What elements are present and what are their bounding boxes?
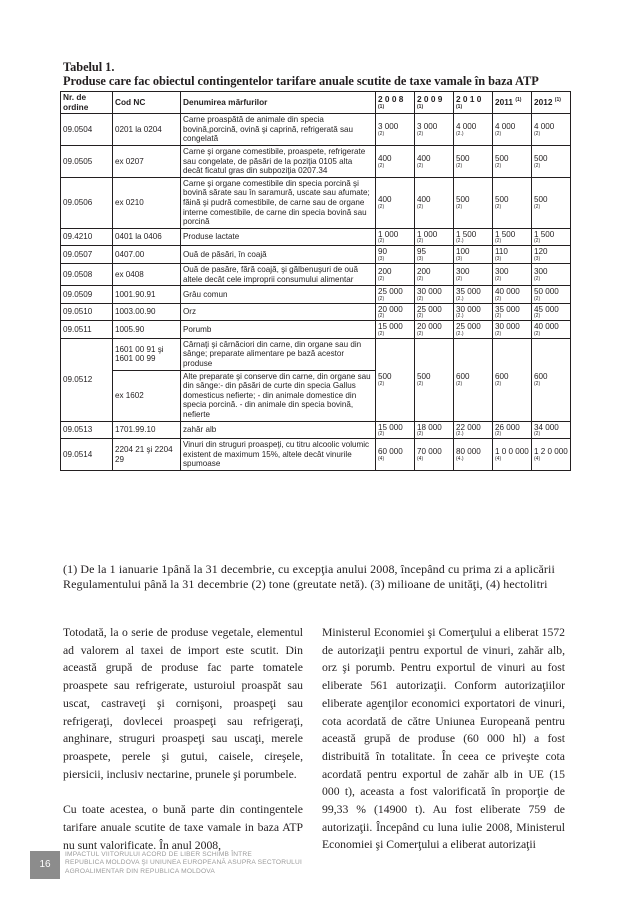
quota-value: 500 xyxy=(495,195,509,205)
cell-denumire: zahăr alb xyxy=(181,421,376,439)
quota-value: 30 000 xyxy=(456,304,481,314)
quota-unit-note: (2) xyxy=(456,381,463,388)
value-cell xyxy=(493,246,532,264)
value-cell xyxy=(415,421,454,439)
cell-cod-nc: ex 0210 xyxy=(113,177,181,228)
quota-unit-note: (2) xyxy=(378,381,385,388)
quota-value: 1 000 xyxy=(417,229,438,239)
value-cell xyxy=(493,114,532,146)
quota-unit-note: (2.) xyxy=(456,238,464,245)
quota-value: 25 000 xyxy=(417,304,442,314)
value-cell xyxy=(532,286,571,304)
value-cell xyxy=(493,303,532,321)
value-cell xyxy=(454,114,493,146)
header-denumire: Denumirea mărfurilor xyxy=(181,92,376,114)
quota-unit-note: (2) xyxy=(417,275,424,282)
cell-denumire: Orz xyxy=(181,303,376,321)
quota-value: 30 000 xyxy=(417,287,442,297)
text-column-right xyxy=(322,624,565,872)
value-cell xyxy=(532,145,571,177)
quota-unit-note: (2.) xyxy=(456,313,464,320)
value-cell xyxy=(454,246,493,264)
quota-value: 26 000 xyxy=(495,422,520,432)
value-cell xyxy=(493,145,532,177)
cell-nr: 09.0509 xyxy=(61,286,113,304)
value-cell xyxy=(493,439,532,471)
quota-unit-note: (2) xyxy=(378,275,385,282)
value-cell xyxy=(493,338,532,421)
quota-unit-note: (2) xyxy=(456,204,463,211)
quota-unit-note: (4) xyxy=(495,455,502,462)
value-cell xyxy=(454,263,493,285)
quota-value: 15 000 xyxy=(378,422,403,432)
quota-value: 3 000 xyxy=(417,122,438,132)
quota-unit-note: (2) xyxy=(417,330,424,337)
cell-cod-nc: 1701.99.10 xyxy=(113,421,181,439)
quota-unit-note: (2) xyxy=(456,162,463,169)
quota-value: 600 xyxy=(534,372,548,382)
quota-value: 25 000 xyxy=(378,287,403,297)
quota-value: 4 000 xyxy=(534,122,555,132)
quota-value: 1 2 0 000 xyxy=(534,447,568,457)
cell-denumire: Ouă de pasăre, fără coajă, şi gălbenuşuri de ouă altele decât cele improprii consumului alimentar xyxy=(181,263,376,285)
value-cell xyxy=(376,286,415,304)
value-cell xyxy=(376,321,415,339)
quota-value: 50 000 xyxy=(534,287,559,297)
value-cell xyxy=(454,421,493,439)
quota-unit-note: (2) xyxy=(378,313,385,320)
table-row xyxy=(61,263,571,285)
value-cell xyxy=(454,321,493,339)
quota-unit-note: (4) xyxy=(378,455,385,462)
quota-unit-note: (2.) xyxy=(456,130,464,137)
table-footnotes: (1) De la 1 ianuarie 1până la 31 decembrie, cu excepţia anului 2008, începând cu prima zi a aplicării Regulamentului până la 31 decembrie (2) tone (greutate netă). (3) milioane de unităţi, (4) hectolitri xyxy=(63,562,555,591)
quota-value: 35 000 xyxy=(495,304,520,314)
header-2008: 2 0 0 8 (1) xyxy=(376,92,415,114)
quota-value: 200 xyxy=(417,267,431,277)
quota-unit-note: (2) xyxy=(495,330,502,337)
quota-unit-note: (2) xyxy=(495,381,502,388)
quota-unit-note: (3) xyxy=(534,255,541,262)
header-2012: 2012 $^{(1)}$ xyxy=(532,92,571,114)
quota-unit-note: (2) xyxy=(534,162,541,169)
table-row xyxy=(61,145,571,177)
table-row xyxy=(61,286,571,304)
quota-value: 60 000 xyxy=(378,447,403,457)
quota-value: 300 xyxy=(534,267,548,277)
text-column-left xyxy=(63,624,303,872)
quota-value: 1 500 xyxy=(534,229,555,239)
quota-value: 400 xyxy=(378,154,392,164)
quota-unit-note: (2) xyxy=(378,330,385,337)
quota-table-wrapper xyxy=(60,91,570,471)
cell-cod-nc: ex 0408 xyxy=(113,263,181,285)
cell-cod-nc: 2204 21 şi 2204 29 xyxy=(113,439,181,471)
cell-nr: 09.0507 xyxy=(61,246,113,264)
quota-unit-note: (2) xyxy=(417,162,424,169)
value-cell xyxy=(415,114,454,146)
quota-unit-note: (2) xyxy=(534,238,541,245)
quota-value: 35 000 xyxy=(456,287,481,297)
quota-unit-note: (2) xyxy=(378,238,385,245)
value-cell xyxy=(493,263,532,285)
cell-cod-nc: 0401 la 0406 xyxy=(113,228,181,246)
cell-denumire: Cârnaţi şi cârnăciori din carne, din organe sau din sânge; preparate alimentare pe bază acestor produse xyxy=(181,338,376,370)
quota-unit-note: (2) xyxy=(495,431,502,438)
value-cell xyxy=(376,421,415,439)
value-cell xyxy=(454,286,493,304)
quota-unit-note: (2) xyxy=(534,275,541,282)
value-cell xyxy=(415,246,454,264)
quota-unit-note: (2) xyxy=(534,381,541,388)
quota-unit-note: (2) xyxy=(534,130,541,137)
cell-denumire: Produse lactate xyxy=(181,228,376,246)
quota-value: 20 000 xyxy=(378,304,403,314)
value-cell xyxy=(376,439,415,471)
table-row xyxy=(61,246,571,264)
cell-nr: 09.0512 xyxy=(61,338,113,421)
value-cell xyxy=(376,338,415,421)
cell-nr: 09.0510 xyxy=(61,303,113,321)
value-cell xyxy=(493,286,532,304)
quota-unit-note: (2) xyxy=(495,313,502,320)
quota-unit-note: (3) xyxy=(378,255,385,262)
header-2010: 2 0 1 0 (1) xyxy=(454,92,493,114)
value-cell xyxy=(415,228,454,246)
quota-value: 200 xyxy=(378,267,392,277)
table-row xyxy=(61,321,571,339)
value-cell xyxy=(415,338,454,421)
quota-unit-note: (2) xyxy=(534,295,541,302)
quota-unit-note: (2) xyxy=(534,330,541,337)
cell-nr: 09.0505 xyxy=(61,145,113,177)
quota-value: 1 0 0 000 xyxy=(495,447,529,457)
quota-value: 70 000 xyxy=(417,447,442,457)
quota-value: 30 000 xyxy=(495,322,520,332)
quota-unit-note: (3) xyxy=(456,255,463,262)
quota-value: 120 xyxy=(534,247,548,257)
header-nr: Nr. de ordine xyxy=(61,92,113,114)
quota-value: 500 xyxy=(456,195,470,205)
value-cell xyxy=(376,177,415,228)
cell-denumire: Carne şi organe comestibile, proaspete, refrigerate sau congelate, de păsări de la poziţia 0105 alta decât ficatul gras din subpoziţia 0207.34 xyxy=(181,145,376,177)
value-cell xyxy=(532,338,571,421)
quota-unit-note: (2.) xyxy=(456,330,464,337)
table-row xyxy=(61,338,571,370)
quota-value: 400 xyxy=(417,195,431,205)
quota-value: 20 000 xyxy=(417,322,442,332)
page-number: 16 xyxy=(30,851,60,879)
cell-cod-nc: 1005.90 xyxy=(113,321,181,339)
cell-cod-nc: ex 0207 xyxy=(113,145,181,177)
cell-denumire: Grâu comun xyxy=(181,286,376,304)
value-cell xyxy=(454,228,493,246)
cell-cod-nc: 0201 la 0204 xyxy=(113,114,181,146)
quota-unit-note: (2) xyxy=(534,204,541,211)
quota-unit-note: (2) xyxy=(378,431,385,438)
value-cell xyxy=(493,177,532,228)
quota-value: 400 xyxy=(417,154,431,164)
value-cell xyxy=(532,321,571,339)
quota-value: 22 000 xyxy=(456,422,481,432)
table-number: Tabelul 1. xyxy=(63,60,115,74)
quota-value: 40 000 xyxy=(534,322,559,332)
quota-value: 500 xyxy=(378,372,392,382)
value-cell xyxy=(376,114,415,146)
value-cell xyxy=(454,439,493,471)
table-caption xyxy=(63,60,583,88)
header-cod-nc: Cod NC xyxy=(113,92,181,114)
value-cell xyxy=(454,145,493,177)
quota-value: 80 000 xyxy=(456,447,481,457)
quota-value: 600 xyxy=(456,372,470,382)
quota-unit-note: (2) xyxy=(417,381,424,388)
value-cell xyxy=(415,321,454,339)
quota-table xyxy=(60,91,571,471)
value-cell xyxy=(454,338,493,421)
quota-unit-note: (4) xyxy=(417,455,424,462)
quota-unit-note: (2) xyxy=(534,431,541,438)
value-cell xyxy=(532,303,571,321)
quota-unit-note: (2) xyxy=(417,130,424,137)
quota-value: 4 000 xyxy=(456,122,477,132)
table-row xyxy=(61,114,571,146)
quota-value: 90 xyxy=(378,247,388,257)
table-row xyxy=(61,303,571,321)
value-cell xyxy=(415,303,454,321)
quota-value: 3 000 xyxy=(378,122,399,132)
quota-unit-note: (2) xyxy=(456,275,463,282)
table-header-row xyxy=(61,92,571,114)
quota-value: 25 000 xyxy=(456,322,481,332)
table-row xyxy=(61,228,571,246)
table-row xyxy=(61,177,571,228)
cell-nr: 09.0508 xyxy=(61,263,113,285)
quota-value: 300 xyxy=(495,267,509,277)
cell-denumire: Carne şi organe comestibile din specia porcină şi bovină sărate sau în saramură, uscate sau afumate; făină şi pudră comestibile, de carne sau de organe interne comestibile, de carne din specia bovină sau porcină xyxy=(181,177,376,228)
quota-unit-note: (2) xyxy=(417,313,424,320)
cell-nr: 09.0514 xyxy=(61,439,113,471)
quota-value: 500 xyxy=(534,195,548,205)
quota-unit-note: (4) xyxy=(534,455,541,462)
cell-nr: 09.4210 xyxy=(61,228,113,246)
quota-unit-note: (4.) xyxy=(456,455,464,462)
cell-cod-nc: 1003.00.90 xyxy=(113,303,181,321)
quota-unit-note: (2) xyxy=(417,431,424,438)
table-row xyxy=(61,439,571,471)
quota-unit-note: (2) xyxy=(495,238,502,245)
quota-unit-note: (3) xyxy=(417,255,424,262)
quota-value: 500 xyxy=(495,154,509,164)
paragraph: Cu toate acestea, o bună parte din contingentele tarifare anuale scutite de taxe vamale in baza ATP nu sunt valorificate. În anul 2008, xyxy=(63,803,303,852)
quota-unit-note: (2) xyxy=(495,275,502,282)
value-cell xyxy=(532,246,571,264)
value-cell xyxy=(532,114,571,146)
cell-nr: 09.0513 xyxy=(61,421,113,439)
quota-value: 300 xyxy=(456,267,470,277)
value-cell xyxy=(376,145,415,177)
quota-unit-note: (2) xyxy=(495,204,502,211)
cell-denumire: Alte preparate şi conserve din carne, din organe sau din sânge:- din păsări de curte din specia Gallus domesticus nefierte; - din animale domestice din specia porcină. - din animale din specia bovină, nefierte xyxy=(181,370,376,421)
value-cell xyxy=(493,321,532,339)
value-cell xyxy=(415,439,454,471)
quota-value: 500 xyxy=(417,372,431,382)
value-cell xyxy=(532,421,571,439)
value-cell xyxy=(532,228,571,246)
cell-nr: 09.0504 xyxy=(61,114,113,146)
value-cell xyxy=(454,177,493,228)
quota-unit-note: (2) xyxy=(495,295,502,302)
quota-unit-note: (2) xyxy=(378,295,385,302)
value-cell xyxy=(532,439,571,471)
cell-cod-nc: ex 1602 xyxy=(113,370,181,421)
quota-value: 500 xyxy=(456,154,470,164)
header-2009: 2 0 0 9 (1) xyxy=(415,92,454,114)
cell-denumire: Ouă de păsări, în coajă xyxy=(181,246,376,264)
quota-unit-note: (2) xyxy=(378,130,385,137)
value-cell xyxy=(376,303,415,321)
paragraph: Totodată, la o serie de produse vegetale, elementul ad valorem al taxei de import este scutit. Din această grupă de produse fac parte tomatele proaspete sau refrigerate, usturoiul proaspăt sau uscat, castraveţi şi cornişoni, proaspeţi sau refrigeraţi, dovlecei proaspeţi sau refrigeraţi, anghinare, struguri proaspeţi sau uscaţi, merele proaspete, perele şi gutui, caisele, cireşele, piersicii, inclusiv nectarine, prunele şi porumbele. xyxy=(63,626,303,781)
quota-unit-note: (2) xyxy=(417,238,424,245)
cell-nr: 09.0511 xyxy=(61,321,113,339)
value-cell xyxy=(454,303,493,321)
cell-cod-nc: 0407.00 xyxy=(113,246,181,264)
cell-denumire: Porumb xyxy=(181,321,376,339)
value-cell xyxy=(493,228,532,246)
quota-value: 1 500 xyxy=(495,229,516,239)
value-cell xyxy=(376,228,415,246)
value-cell xyxy=(415,263,454,285)
quota-unit-note: (2) xyxy=(417,295,424,302)
quota-unit-note: (2) xyxy=(378,204,385,211)
quota-unit-note: (2.) xyxy=(456,431,464,438)
quota-unit-note: (2) xyxy=(495,130,502,137)
quota-value: 500 xyxy=(534,154,548,164)
quota-value: 100 xyxy=(456,247,470,257)
value-cell xyxy=(415,145,454,177)
quota-value: 18 000 xyxy=(417,422,442,432)
quota-value: 1 000 xyxy=(378,229,399,239)
quota-unit-note: (2) xyxy=(417,204,424,211)
value-cell xyxy=(376,246,415,264)
quota-unit-note: (2) xyxy=(495,162,502,169)
quota-value: 4 000 xyxy=(495,122,516,132)
cell-denumire: Carne proaspătă de animale din specia bovină,porcină, ovină şi caprină, refrigerată sau congelată xyxy=(181,114,376,146)
cell-cod-nc: 1001.90.91 xyxy=(113,286,181,304)
quota-unit-note: (2.) xyxy=(456,295,464,302)
quota-value: 600 xyxy=(495,372,509,382)
value-cell xyxy=(415,286,454,304)
quota-unit-note: (3) xyxy=(495,255,502,262)
quota-value: 40 000 xyxy=(495,287,520,297)
value-cell xyxy=(532,263,571,285)
value-cell xyxy=(493,421,532,439)
value-cell xyxy=(415,177,454,228)
quota-unit-note: (2) xyxy=(378,162,385,169)
header-2011: 2011 $^{(1)}$ xyxy=(493,92,532,114)
quota-unit-note: (2) xyxy=(534,313,541,320)
paragraph: Ministerul Economiei şi Comerţului a eliberat 1572 de autorizaţii pentru exportul de vinuri, zahăr alb, orz şi porumb. Pentru exportul de vinuri au fost eliberate 561 autorizaţii. Conform autorizaţiilor eliberate agenţilor economici exportatori de vinuri, cota acordată de către Uniunea Europeană pentru această grupă de produse (60 000 hl) a fost distribuită în totalitate. În ceea ce priveşte cota acordată pentru exportul de zahăr alb in UE (15 000 t), aceasta a fost valorificată în proporţie de 99,33 % (14900 t). Au fost eliberate 759 de autorizaţii. Începând cu luna iulie 2008, Ministerul Economiei şi Comerţului a eliberat autorizaţii xyxy=(322,626,565,852)
cell-cod-nc: 1601 00 91 şi 1601 00 99 xyxy=(113,338,181,370)
quota-value: 400 xyxy=(378,195,392,205)
value-cell xyxy=(532,177,571,228)
footer-title: IMPACTUL VIITORULUI ACORD DE LIBER SCHIMB ÎNTRE REPUBLICA MOLDOVA ŞI UNIUNEA EUROPEANĂ ASUPRA SECTORULUI AGROALIMENTAR DIN REPUBLICA MOLDOVA xyxy=(65,851,303,875)
quota-value: 110 xyxy=(495,247,508,257)
cell-denumire: Vinuri din struguri proaspeţi, cu titru alcoolic volumic existent de maximum 15%, altele decât vinurile spumoase xyxy=(181,439,376,471)
quota-value: 1 500 xyxy=(456,229,477,239)
quota-value: 15 000 xyxy=(378,322,403,332)
quota-value: 34 000 xyxy=(534,422,559,432)
table-title: Produse care fac obiectul contingentelor tarifare anuale scutite de taxe vamale în baza ATP xyxy=(63,74,539,88)
value-cell xyxy=(376,263,415,285)
quota-value: 45 000 xyxy=(534,304,559,314)
quota-value: 95 xyxy=(417,247,427,257)
cell-nr: 09.0506 xyxy=(61,177,113,228)
table-row xyxy=(61,421,571,439)
